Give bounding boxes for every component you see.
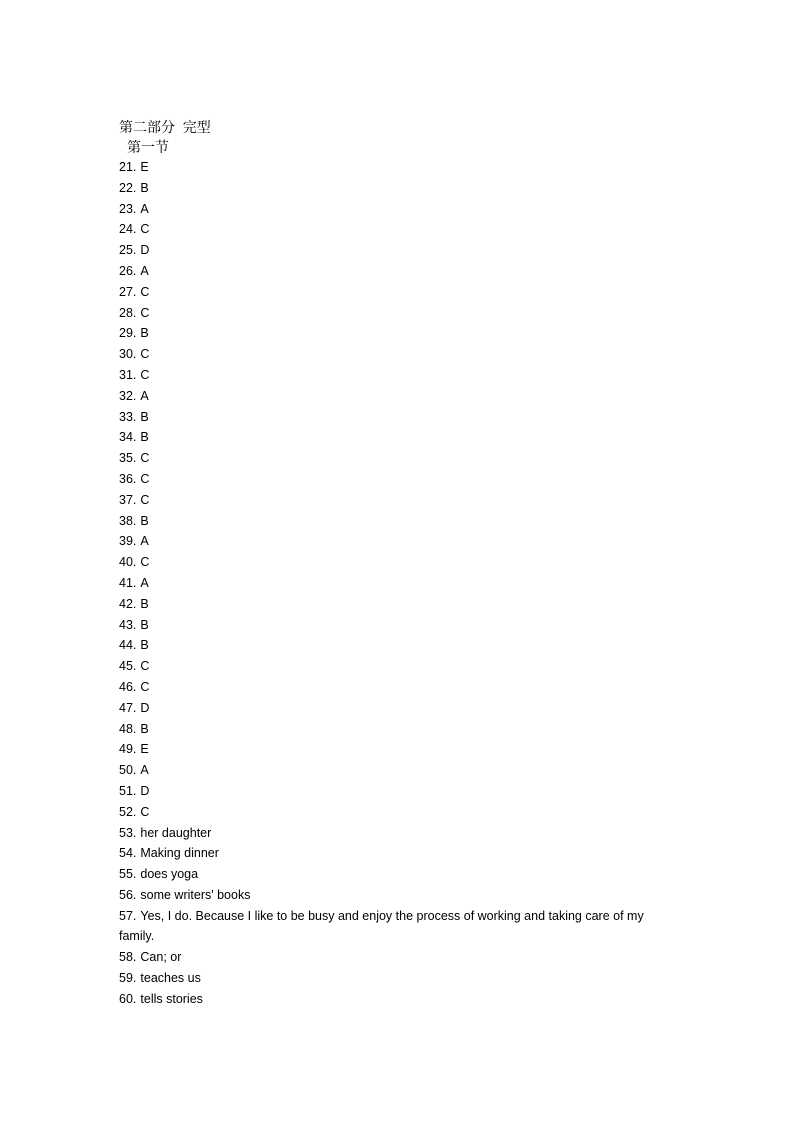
answer-item	[119, 386, 679, 407]
answer-text: C	[140, 679, 150, 694]
answer-text: B	[140, 409, 149, 424]
answer-number: 32.	[119, 388, 137, 403]
section-subtitle: 第一节	[127, 139, 169, 155]
answer-item	[119, 531, 679, 552]
answer-item	[119, 594, 679, 615]
answer-number: 58.	[119, 950, 137, 965]
answer-item	[119, 407, 679, 428]
answer-text: A	[140, 763, 149, 778]
answer-text: A	[140, 201, 149, 216]
answer-item	[119, 698, 679, 719]
answer-number: 54.	[119, 846, 137, 861]
answer-item	[119, 511, 679, 532]
answer-number: 45.	[119, 659, 137, 674]
answer-number: 51.	[119, 783, 137, 798]
answer-item	[119, 802, 679, 823]
answer-item	[119, 739, 679, 760]
answer-item	[119, 219, 679, 240]
answer-item	[119, 427, 679, 448]
answer-number: 59.	[119, 971, 137, 986]
answer-number: 33.	[119, 409, 137, 424]
answer-text: B	[140, 180, 149, 195]
answer-number: 42.	[119, 596, 137, 611]
answer-item	[119, 719, 679, 740]
answer-text: Yes, I do. Because I like to be busy and enjoy the process of working and taking care of my family.	[119, 908, 644, 944]
answer-item	[119, 282, 679, 303]
answer-text: does yoga	[140, 867, 199, 882]
answer-item	[119, 157, 679, 178]
answer-text: C	[140, 305, 150, 320]
answer-item	[119, 573, 679, 594]
answer-number: 55.	[119, 867, 137, 882]
answer-number: 24.	[119, 222, 137, 237]
answer-number: 40.	[119, 555, 137, 570]
answer-number: 60.	[119, 991, 137, 1006]
section-title: 第二部分 完型	[119, 119, 211, 135]
answer-number: 41.	[119, 575, 137, 590]
answer-number: 25.	[119, 243, 137, 258]
answer-text: A	[140, 575, 149, 590]
answer-text: B	[140, 596, 149, 611]
answer-text: C	[140, 222, 150, 237]
answer-number: 43.	[119, 617, 137, 632]
answer-text: tells stories	[140, 991, 203, 1006]
answer-number: 50.	[119, 763, 137, 778]
answer-number: 27.	[119, 284, 137, 299]
answer-item	[119, 344, 679, 365]
answer-item	[119, 323, 679, 344]
answer-item	[119, 469, 679, 490]
answer-item	[119, 635, 679, 656]
answer-item	[119, 199, 679, 220]
answer-item	[119, 947, 679, 968]
answer-text: teaches us	[140, 971, 201, 986]
answer-text: A	[140, 388, 149, 403]
answer-text: D	[140, 243, 150, 258]
answer-text: C	[140, 555, 150, 570]
answer-number: 53.	[119, 825, 137, 840]
answer-text: Making dinner	[140, 846, 219, 861]
answer-text: B	[140, 430, 149, 445]
answer-text: Can; or	[140, 950, 182, 965]
answer-text: B	[140, 617, 149, 632]
answer-number: 35.	[119, 451, 137, 466]
answer-text: C	[140, 367, 150, 382]
answer-text: A	[140, 534, 149, 549]
answer-text: D	[140, 783, 150, 798]
answer-text: B	[140, 638, 149, 653]
answer-text: B	[140, 326, 149, 341]
answer-item	[119, 615, 679, 636]
answer-number: 49.	[119, 742, 137, 757]
answer-text: C	[140, 659, 150, 674]
answer-item	[119, 843, 679, 864]
answer-number: 29.	[119, 326, 137, 341]
answer-text: E	[140, 742, 149, 757]
answer-number: 28.	[119, 305, 137, 320]
answer-number: 46.	[119, 679, 137, 694]
answer-text: C	[140, 347, 150, 362]
answer-number: 30.	[119, 347, 137, 362]
answer-number: 31.	[119, 367, 137, 382]
answer-item	[119, 781, 679, 802]
answer-text: C	[140, 471, 150, 486]
answer-number: 57.	[119, 908, 137, 923]
answer-number: 38.	[119, 513, 137, 528]
answer-text: C	[140, 451, 150, 466]
answer-text: C	[140, 492, 150, 507]
answer-item	[119, 490, 679, 511]
answer-number: 39.	[119, 534, 137, 549]
answer-item	[119, 989, 679, 1010]
answer-number: 21.	[119, 160, 137, 174]
answer-number: 52.	[119, 804, 137, 819]
answer-item	[119, 178, 679, 199]
answer-text: some writers' books	[140, 887, 251, 902]
answer-text: C	[140, 284, 150, 299]
answer-text: A	[140, 263, 149, 278]
answer-number: 23.	[119, 201, 137, 216]
answer-item	[119, 303, 679, 324]
answer-item	[119, 365, 679, 386]
document-page	[119, 117, 679, 1010]
answer-item	[119, 656, 679, 677]
answer-number: 36.	[119, 471, 137, 486]
answer-item	[119, 448, 679, 469]
answer-item	[119, 906, 679, 948]
answer-item	[119, 240, 679, 261]
answer-number: 47.	[119, 700, 137, 715]
answer-item	[119, 823, 679, 844]
answer-number: 48.	[119, 721, 137, 736]
answer-item	[119, 864, 679, 885]
answer-item	[119, 677, 679, 698]
answer-text: B	[140, 721, 149, 736]
answer-item	[119, 261, 679, 282]
answer-item	[119, 760, 679, 781]
answer-number: 56.	[119, 887, 137, 902]
answer-text: B	[140, 513, 149, 528]
answer-number: 22.	[119, 180, 137, 195]
answer-number: 26.	[119, 263, 137, 278]
answer-text: D	[140, 700, 150, 715]
answer-item	[119, 968, 679, 989]
answer-number: 34.	[119, 430, 137, 445]
answer-number: 37.	[119, 492, 137, 507]
answer-text: her daughter	[140, 825, 212, 840]
answer-list	[119, 157, 679, 1010]
answer-number: 44.	[119, 638, 137, 653]
answer-item	[119, 885, 679, 906]
answer-item	[119, 552, 679, 573]
answer-text: C	[140, 804, 150, 819]
answer-text: E	[140, 160, 149, 174]
